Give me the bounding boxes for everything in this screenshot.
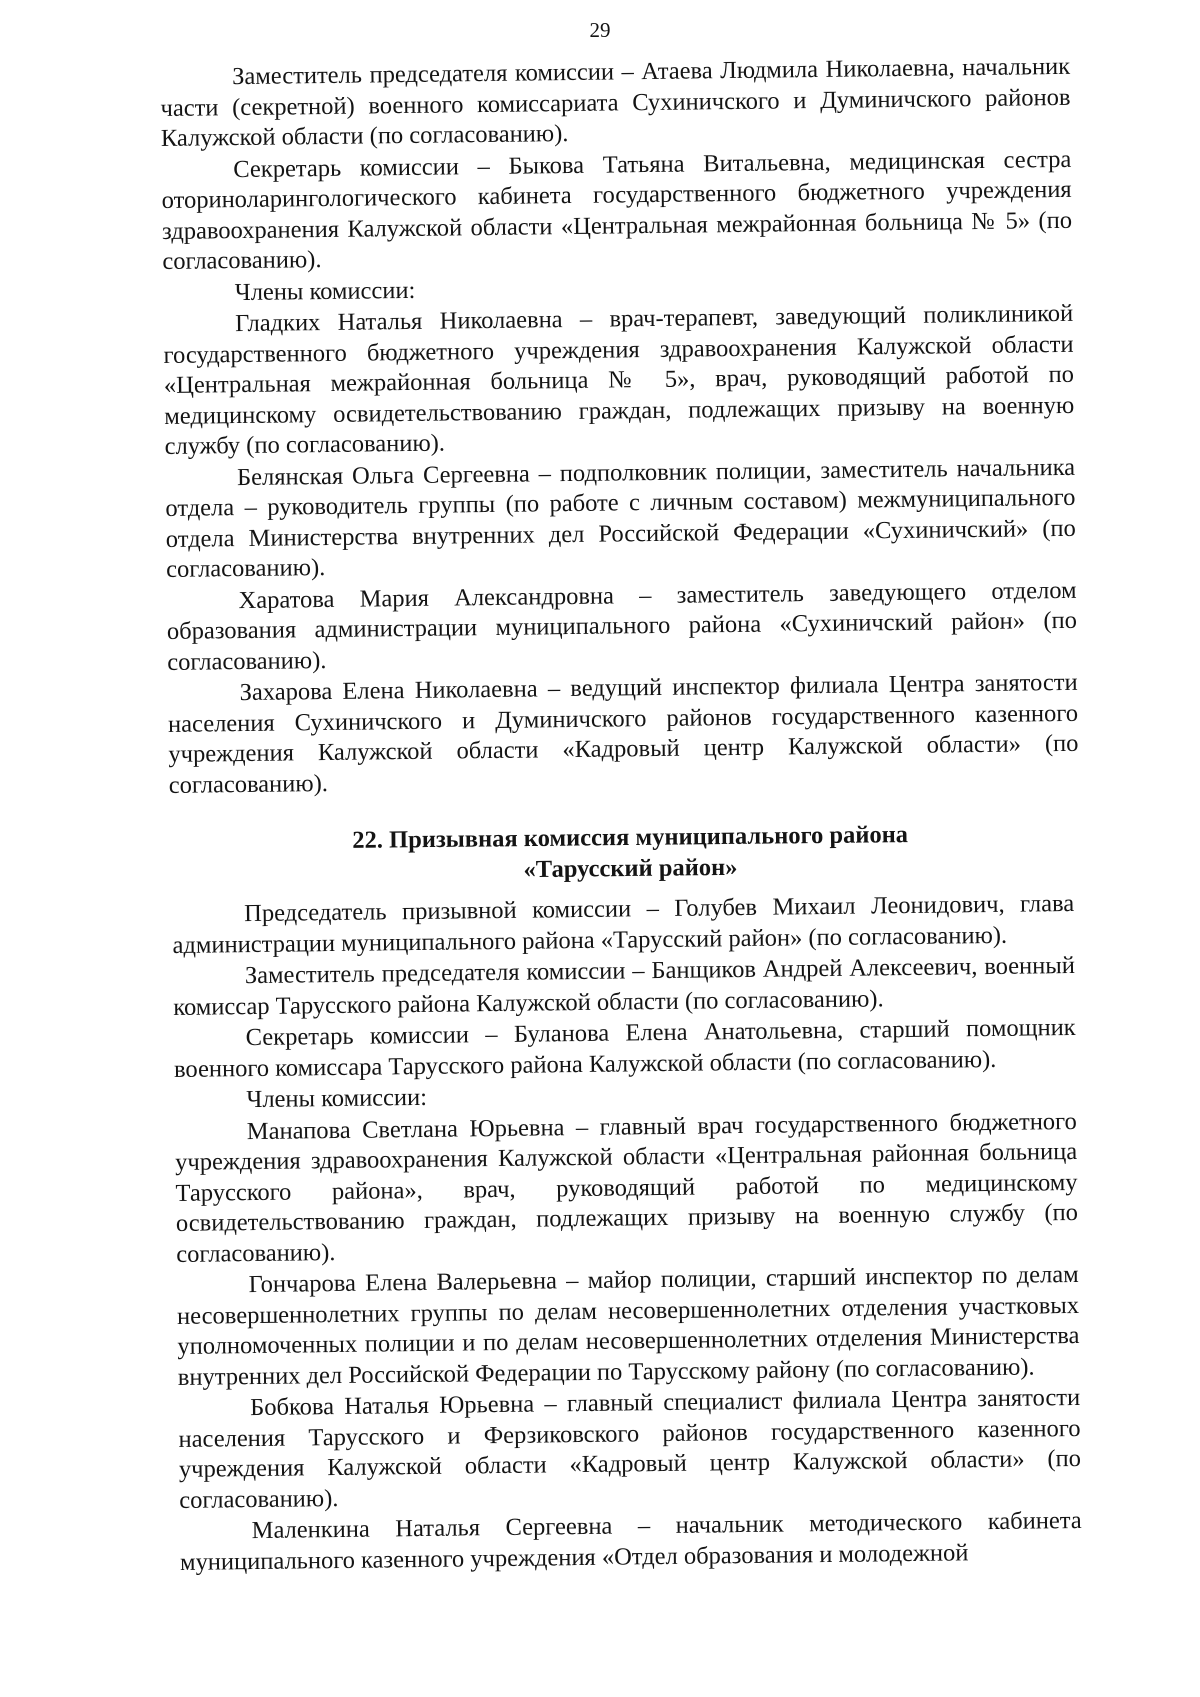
section-heading — [180, 817, 1081, 888]
paragraph-member-gladkikh: Гладких Наталья Николаевна – врач-терапевт, заведующий поликлиникой государственного бюджетного учреждения здравоохранения Калужской области «Центральная межрайонная больница № 5», врач, руководящий работой по медицинскому освидетельствованию граждан, подлежащих призыву на военную службу (по согласованию). — [163, 299, 1075, 460]
paragraph-member-kharatova: Харатова Мария Александровна – заместитель заведующего отделом образования администрации муниципального района «Сухиничский район» (по согласованию). — [166, 576, 1078, 676]
paragraph-member-zakharova: Захарова Елена Николаевна – ведущий инспектор филиала Центра занятости населения Сухиничского и Думиничского районов государственного казенного учреждения Калужской области «Кадровый центр Калужской области» (по согласованию). — [167, 668, 1079, 799]
paragraph-member-bobkova: Бобкова Наталья Юрьевна – главный специалист филиала Центра занятости населения Тарусского и Ферзиковского районов государственного казенного учреждения Калужской области «Кадровый центр Калужской области» (по согласованию). — [178, 1383, 1082, 1514]
paragraph-member-goncharova: Гончарова Елена Валерьевна – майор полиции, старший инспектор по делам несовершеннолетних группы по делам несовершеннолетних отделения участковых уполномоченных полиции и по делам несовершеннолетних отделения Министерства внутренних дел Российской Федерации по Тарусскому району (по согласованию). — [176, 1260, 1080, 1391]
commission-22-members — [172, 889, 1082, 1579]
paragraph-deputy-chairman: Заместитель председателя комиссии – Атаева Людмила Николаевна, начальник части (секретной) военного комиссариата Сухиничского и Думиничского районов Калужской области (по согласованию). — [160, 52, 1071, 152]
section-heading-line1: 22. Призывная комиссия муниципального района — [352, 821, 909, 854]
paragraph-members-label: Члены комиссии: — [246, 1083, 428, 1114]
paragraph-member-belyanskaya: Белянская Ольга Сергеевна – подполковник полиции, заместитель начальника отдела – руководитель группы (по работе с личным составом) межмуниципального отдела Министерства внутренних дел Российской Федерации «Сухиничский» (по согласованию). — [165, 453, 1076, 583]
paragraph-member-malenkina: Маленкина Наталья Сергеевна – начальник методического кабинета муниципального казенного учреждения «Отдел образования и молодежной — [179, 1506, 1082, 1576]
commission-21-members — [160, 52, 1079, 802]
paragraph-secretary: Секретарь комиссии – Быкова Татьяна Витальевна, медицинская сестра оториноларингологического кабинета государственного бюджетного учреждения здравоохранения Калужской области «Центральная межрайонная больница № 5» (по согласованию). — [161, 145, 1073, 275]
paragraph-members-label: Члены комиссии: — [234, 276, 416, 306]
paragraph-member-manapova: Манапова Светлана Юрьевна – главный врач государственного бюджетного учреждения здравоохранения Калужской области «Центральная районная больница Тарусского района», врач, руководящий работой по медицинскому освидетельствованию граждан, подлежащих призыву на военную службу (по согласованию). — [175, 1107, 1079, 1268]
paragraph-deputy-chairman: Заместитель председателя комиссии – Банщиков Андрей Алексеевич, военный комиссар Тарусского района Калужской области (по согласованию). — [173, 951, 1076, 1021]
section-heading-line2: «Тарусский район» — [523, 853, 738, 884]
paragraph-secretary: Секретарь комиссии – Буланова Елена Анатольевна, старший помощник военного комиссара Тарусского района Калужской области (по согласованию). — [173, 1013, 1076, 1083]
paragraph-chairman: Председатель призывной комиссии – Голубев Михаил Леонидович, глава администрации муниципального района «Тарусский район» (по согласованию). — [172, 889, 1075, 959]
page-number: 29 — [589, 18, 611, 42]
